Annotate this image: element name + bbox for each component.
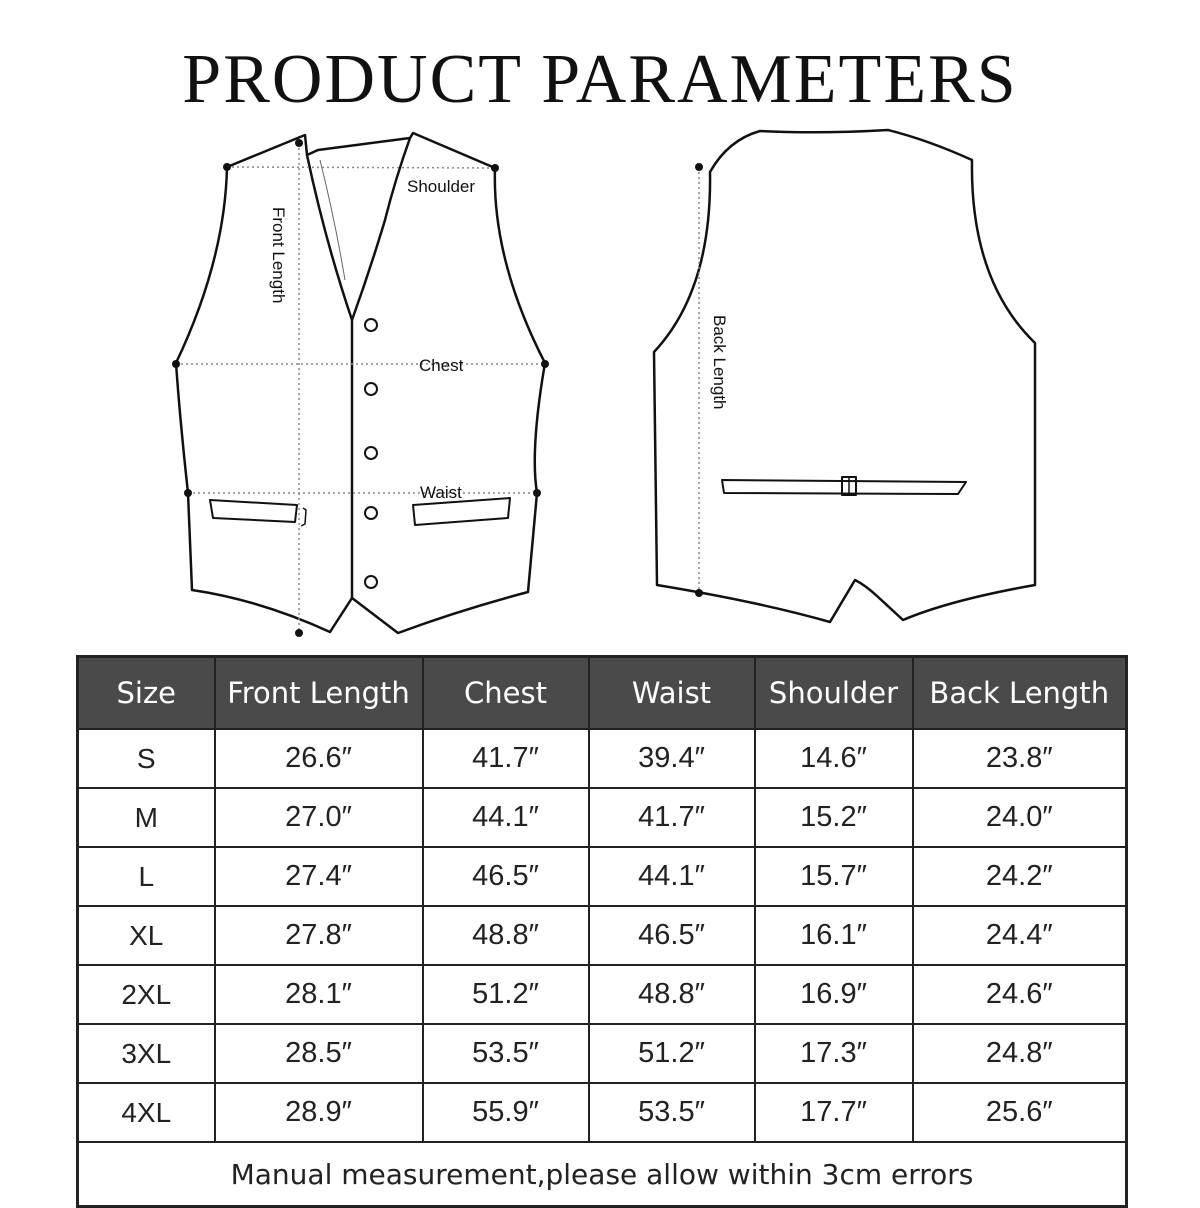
header-shoulder: Shoulder [755,657,913,730]
cell-front-length: 27.4″ [215,847,423,906]
table-row [78,965,1127,1024]
size-chart-table [76,655,1128,1208]
table-header-row [78,657,1127,730]
cell-shoulder: 14.6″ [755,729,913,788]
cell-shoulder: 17.3″ [755,1024,913,1083]
table-row [78,1024,1127,1083]
cell-back-length: 24.4″ [913,906,1127,965]
cell-size: 3XL [78,1024,215,1083]
cell-shoulder: 16.9″ [755,965,913,1024]
cell-waist: 46.5″ [589,906,755,965]
table-row [78,906,1127,965]
cell-chest: 41.7″ [423,729,589,788]
shoulder-label: Shoulder [407,177,476,196]
cell-back-length: 25.6″ [913,1083,1127,1142]
front-measure-dots [172,139,549,637]
cell-waist: 39.4″ [589,729,755,788]
cell-waist: 48.8″ [589,965,755,1024]
waist-label: Waist [420,483,462,502]
front-length-label: Front Length [269,207,288,304]
cell-back-length: 24.8″ [913,1024,1127,1083]
cell-front-length: 27.0″ [215,788,423,847]
cell-size: S [78,729,215,788]
cell-size: 4XL [78,1083,215,1142]
cell-back-length: 24.2″ [913,847,1127,906]
cell-size: M [78,788,215,847]
cell-waist: 53.5″ [589,1083,755,1142]
vest-diagram [0,120,1200,650]
cell-back-length: 23.8″ [913,729,1127,788]
table-row [78,847,1127,906]
cell-front-length: 27.8″ [215,906,423,965]
cell-shoulder: 15.7″ [755,847,913,906]
cell-back-length: 24.6″ [913,965,1127,1024]
cell-chest: 55.9″ [423,1083,589,1142]
cell-chest: 44.1″ [423,788,589,847]
measurement-note: Manual measurement,please allow within 3cm errors [78,1142,1127,1207]
back-length-label: Back Length [710,315,729,410]
vest-front-drawing [176,133,545,633]
header-waist: Waist [589,657,755,730]
cell-size: L [78,847,215,906]
cell-front-length: 26.6″ [215,729,423,788]
cell-shoulder: 16.1″ [755,906,913,965]
cell-waist: 44.1″ [589,847,755,906]
cell-shoulder: 15.2″ [755,788,913,847]
cell-chest: 46.5″ [423,847,589,906]
table-row [78,729,1127,788]
cell-size: 2XL [78,965,215,1024]
cell-back-length: 24.0″ [913,788,1127,847]
chest-label: Chest [419,356,464,375]
cell-front-length: 28.1″ [215,965,423,1024]
cell-chest: 53.5″ [423,1024,589,1083]
header-size: Size [78,657,215,730]
cell-waist: 41.7″ [589,788,755,847]
front-measure-lines [176,143,545,633]
cell-front-length: 28.5″ [215,1024,423,1083]
header-front-length: Front Length [215,657,423,730]
header-chest: Chest [423,657,589,730]
header-back-length: Back Length [913,657,1127,730]
table-row [78,1083,1127,1142]
cell-shoulder: 17.7″ [755,1083,913,1142]
cell-chest: 48.8″ [423,906,589,965]
cell-size: XL [78,906,215,965]
cell-chest: 51.2″ [423,965,589,1024]
cell-front-length: 28.9″ [215,1083,423,1142]
vest-buttons [365,319,377,588]
page-title: PRODUCT PARAMETERS [182,41,1018,118]
cell-waist: 51.2″ [589,1024,755,1083]
table-note-row [78,1142,1127,1207]
table-row [78,788,1127,847]
